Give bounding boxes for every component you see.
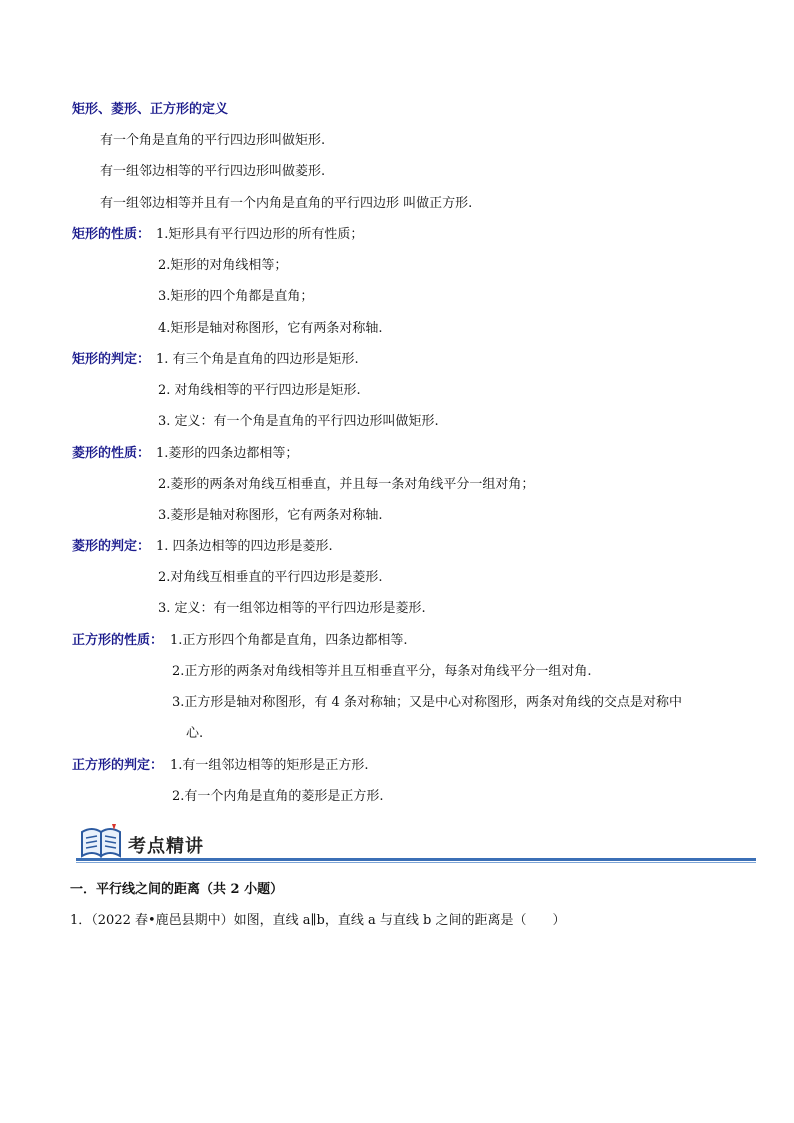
rhombus-props-label: 菱形的性质： <box>72 446 151 461</box>
rhombus-judge-label: 菱形的判定： <box>72 539 151 554</box>
definitions-heading: 矩形、菱形、正方形的定义 <box>72 102 229 117</box>
rhombus-judge-2: 2.对角线互相垂直的平行四边形是菱形. <box>158 570 383 585</box>
square-judge-2: 2.有一个内角是直角的菱形是正方形. <box>172 789 384 804</box>
square-judge-1: 1.有一组邻边相等的矩形是正方形. <box>170 758 369 773</box>
rect-prop-4: 4.矩形是轴对称图形，它有两条对称轴. <box>158 321 383 336</box>
rhombus-prop-3: 3.菱形是轴对称图形，它有两条对称轴. <box>158 508 383 523</box>
square-prop-3: 3.正方形是轴对称图形，有 4 条对称轴；又是中心对称图形，两条对角线的交点是对称中 <box>172 695 682 710</box>
definition-rhombus: 有一组邻边相等的平行四边形叫做菱形. <box>100 164 326 179</box>
square-props-label: 正方形的性质： <box>72 633 164 648</box>
banner-rule <box>76 858 756 861</box>
open-book-icon <box>78 822 124 862</box>
square-prop-1: 1.正方形四个角都是直角，四条边都相等. <box>170 633 408 648</box>
rect-judge-3: 3. 定义：有一个角是直角的平行四边形叫做矩形. <box>158 414 439 429</box>
rhombus-prop-2: 2.菱形的两条对角线互相垂直，并且每一条对角线平分一组对角； <box>158 477 535 492</box>
definition-square: 有一组邻边相等并且有一个内角是直角的平行四边形 叫做正方形. <box>100 196 473 211</box>
square-judge-label: 正方形的判定： <box>72 758 164 773</box>
rhombus-judge-1: 1. 四条边相等的四边形是菱形. <box>156 539 333 554</box>
square-prop-2: 2.正方形的两条对角线相等并且互相垂直平分，每条对角线平分一组对角. <box>172 664 592 679</box>
rhombus-judge-3: 3. 定义：有一组邻边相等的平行四边形是菱形. <box>158 601 426 616</box>
rect-prop-1: 1.矩形具有平行四边形的所有性质； <box>156 227 364 242</box>
banner-title: 考点精讲 <box>128 836 204 857</box>
rect-judge-2: 2. 对角线相等的平行四边形是矩形. <box>158 383 361 398</box>
section-title: 一．平行线之间的距离（共 2 小题） <box>70 882 284 897</box>
banner-rule-thin <box>76 862 756 863</box>
rect-prop-2: 2.矩形的对角线相等； <box>158 258 288 273</box>
rhombus-prop-1: 1.菱形的四条边都相等； <box>156 446 299 461</box>
rect-judge-label: 矩形的判定： <box>72 352 151 367</box>
definition-rectangle: 有一个角是直角的平行四边形叫做矩形. <box>100 133 326 148</box>
rect-prop-3: 3.矩形的四个角都是直角； <box>158 289 314 304</box>
question-1: 1．（2022 春•鹿邑县期中）如图，直线 a∥b，直线 a 与直线 b 之间的距离是（ ） <box>70 913 566 928</box>
rect-props-label: 矩形的性质： <box>72 227 151 242</box>
section-banner <box>76 822 756 866</box>
square-prop-3-cont: 心. <box>186 726 204 741</box>
rect-judge-1: 1. 有三个角是直角的四边形是矩形. <box>156 352 359 367</box>
